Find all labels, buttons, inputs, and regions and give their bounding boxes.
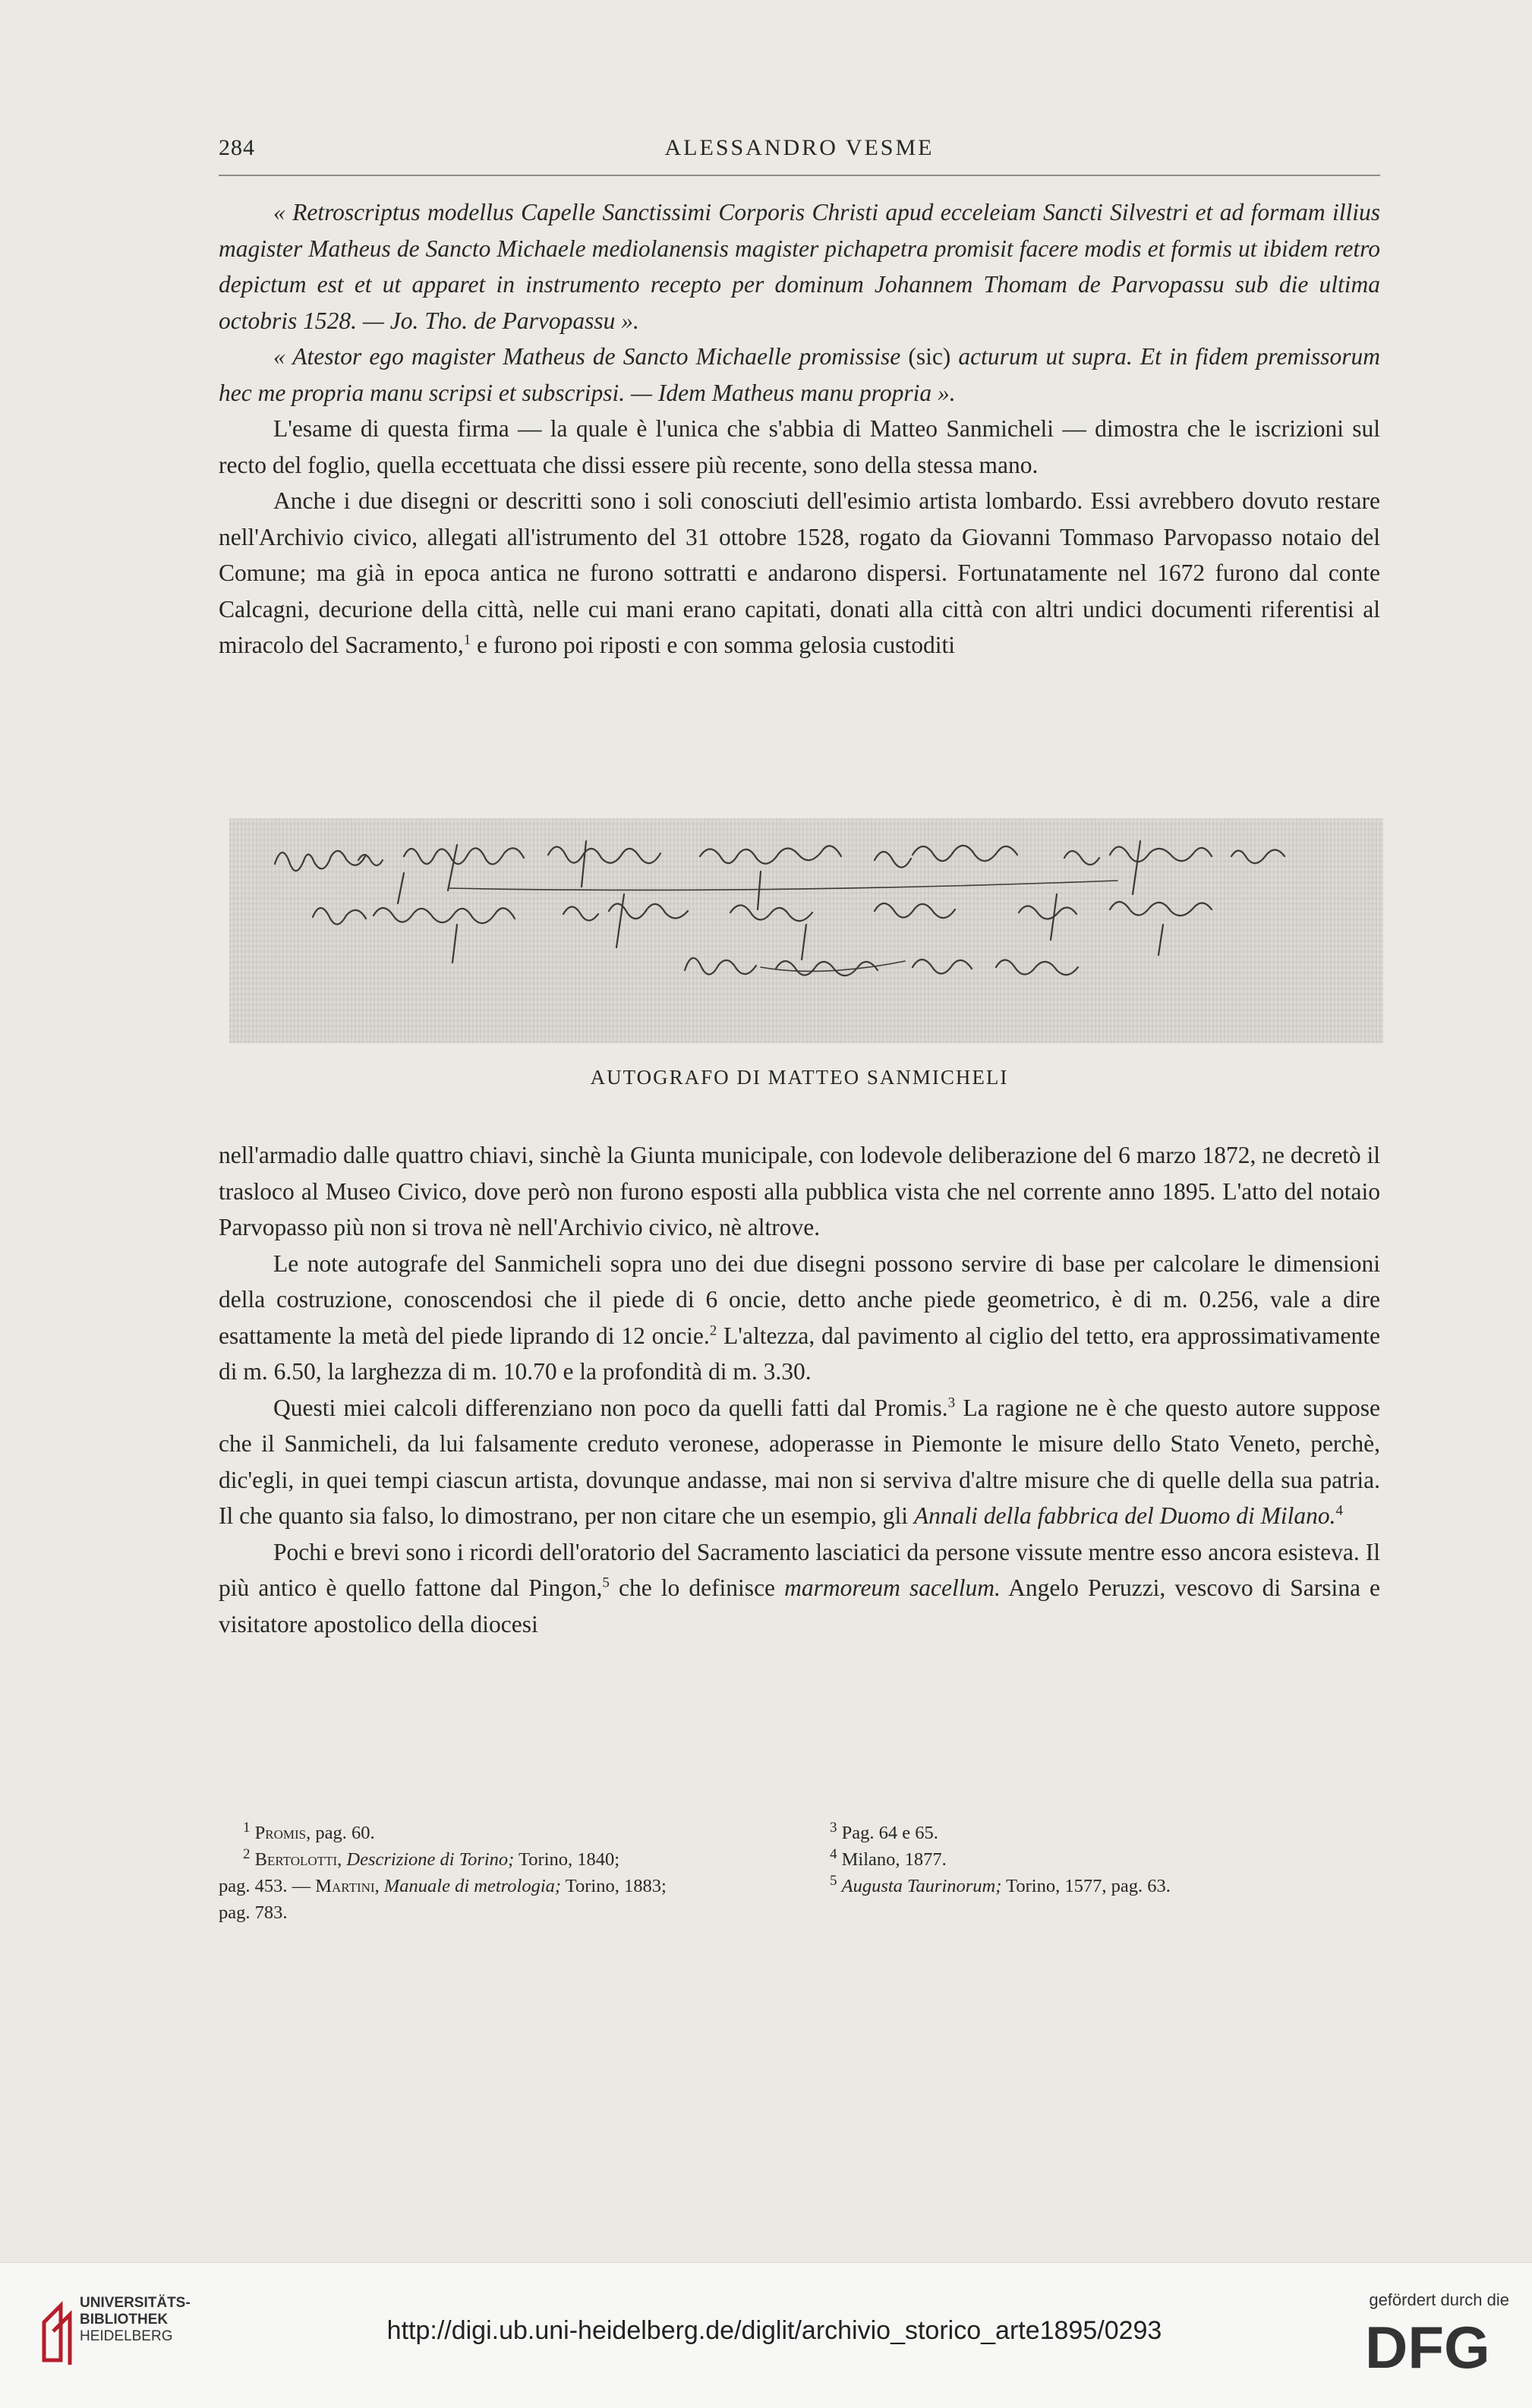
text-block-top [219, 194, 1380, 663]
footnote-number: 4 [830, 1845, 837, 1862]
page-header [219, 135, 1380, 172]
paragraph-oratory [219, 1534, 1380, 1643]
footnote-number: 5 [830, 1872, 837, 1889]
attestation-text-a: « Atestor ego magister Matheus de Sancto Michaelle promissise [273, 343, 909, 370]
page-number: 284 [219, 135, 255, 160]
footnote-text: Pag. 64 e 65. [841, 1823, 938, 1843]
footnote-text: , [374, 1876, 384, 1896]
paragraph-measurements [219, 1246, 1380, 1390]
footnote-number: 1 [243, 1819, 251, 1836]
latin-inscription-paragraph: « Retroscriptus modellus Capelle Sanctissimi Corporis Christi apud ecceleiam Sancti Silvestri et ad formam illius magister Matheus de Sancto Michaele mediolanensis magister pichapetra promisit facere modis et formis ut ibidem retro depictum est et ut apparet in instrumento recepto per dominum Johannem Thomam de Parvopassu sub die ultima octobris 1528. — Jo. Tho. de Parvopassu ». [219, 199, 1380, 334]
library-name-line: BIBLIOTHEK [80, 2312, 169, 2328]
paragraph-text: Le note autografe del Sanmicheli sopra uno dei due disegni possono servire di base per calcolare le dimensioni della costruzione, conoscendosi che il piede di 6 oncie, detto anche piede geometrico, è di m. 0.256, vale a dire esattamente la metà del piede liprando di 12 oncie. [219, 1250, 1380, 1349]
library-name-line: UNIVERSITÄTS- [80, 2295, 191, 2311]
footnote-3 [830, 1820, 1380, 1846]
latin-attestation-paragraph [219, 339, 1380, 411]
attestation-text-b: acturum ut supra. Et in fidem premissorum hec me propria manu scripsi et subscripsi. — Idem Matheus manu propria ». [219, 343, 1380, 406]
header-rule [219, 175, 1380, 176]
footnote-text: Torino, 1883; [561, 1876, 667, 1896]
paragraph-text: Questi miei calcoli differenziano non poco da quelli fatti dal Promis. [273, 1394, 948, 1421]
paragraph-text: Pochi e brevi sono i ricordi dell'oratorio del Sacramento lasciatici da persone vissute mentre esso ancora esisteva. Il più antico è quello fattone dal Pingon, [219, 1538, 1380, 1601]
figure-caption: AUTOGRAFO DI MATTEO SANMICHELI [590, 1066, 1009, 1089]
footnote-2-end: pag. 783. [219, 1902, 288, 1923]
permalink-url[interactable]: http://digi.ub.uni-heidelberg.de/diglit/archivio_storico_arte1895/0293 [386, 2316, 1162, 2345]
footnotes [219, 1820, 1380, 1956]
paragraph-text: La ragione ne è che questo autore suppose che il Sanmicheli, da lui falsamente creduto veronese, adoperasse in Piemonte le misure dello Stato Veneto, perchè, dic'egli, in quei tempi ciascun artista, dovunque andasse, mai non si serviva d'altre misure che di quelle della sua patria. Il che quanto sia falso, lo dimostrano, per non citare che un esempio, gli [219, 1394, 1381, 1529]
footnote-text: , pag. 60. [306, 1823, 375, 1843]
sponsor-text: gefördert durch die [1369, 2290, 1509, 2309]
handwriting-image [229, 818, 1383, 1043]
paragraph-text: e furono poi riposti e con somma gelosia custoditi [471, 632, 956, 658]
footnote-number: 2 [243, 1845, 251, 1862]
footnote-4 [830, 1846, 1380, 1873]
paragraph-continuation: nell'armadio dalle quattro chiavi, sinchè la Giunta municipale, con lodevole deliberazione del 6 marzo 1872, ne decretò il trasloco al Museo Civico, dove però non furono esposti alla pubblica vista che nel corrente anno 1895. L'atto del notaio Parvopasso più non si trova nè nell'Archivio civico, nè altrove. [219, 1142, 1380, 1240]
paragraph-signature-exam: L'esame di questa firma — la quale è l'unica che s'abbia di Matteo Sanmicheli — dimostra che le iscrizioni sul recto del foglio, quella eccettuata che dissi essere più recente, sono della stessa mano. [219, 415, 1380, 478]
footnote-ref-2[interactable]: 2 [709, 1322, 717, 1338]
footnote-ref-3[interactable]: 3 [947, 1395, 956, 1410]
dfg-logo-text: DFG [1365, 2315, 1490, 2375]
digitization-footer [0, 2262, 1532, 2408]
footnote-2-continued [219, 1873, 796, 1899]
paragraph-text: Anche i due disegni or descritti sono i soli conosciuti dell'esimio artista lombardo. Essi avrebbero dovuto restare nell'Archivio civico, allegati all'istrumento del 31 ottobre 1528, rogato da Giovanni Tommaso Parvopasso notaio del Comune; ma già in epoca antica ne furono sottratti e andarono dispersi. Fortunatamente nel 1672 furono dal conte Calcagni, decurione della città, nelle cui mani erano capitati, donati alla città con altri undici documenti riferentisi al miracolo del Sacramento, [219, 487, 1380, 658]
cited-title: Annali della fabbrica del Duomo di Milano. [913, 1502, 1336, 1529]
footnotes-right-column [830, 1820, 1380, 1899]
footnote-author: Martini [315, 1876, 375, 1896]
footnote-ref-1[interactable]: 1 [463, 632, 471, 648]
footnote-number: 3 [830, 1819, 837, 1836]
sic-mark: (sic) [908, 343, 951, 370]
paragraph-text: Angelo Peruzzi, vescovo di Sarsina e visitatore apostolico della diocesi [219, 1574, 1380, 1637]
footnote-ref-5[interactable]: 5 [602, 1574, 610, 1591]
footnote-text: Milano, 1877. [841, 1849, 947, 1870]
footnotes-left-column [219, 1820, 796, 1926]
footnote-2 [219, 1846, 796, 1873]
footnote-title: Descrizione di Torino; [346, 1849, 515, 1870]
library-name-line: HEIDELBERG [80, 2328, 173, 2344]
library-name[interactable] [80, 2295, 191, 2345]
footnote-title: Manuale di metrologia; [383, 1876, 562, 1896]
footnote-text: Torino, 1577, pag. 63. [1001, 1876, 1171, 1896]
autograph-image [229, 818, 1383, 1043]
footnote-text: Torino, 1840; [514, 1849, 620, 1870]
paragraph-drawings-history [219, 483, 1380, 663]
paragraph-text: L'altezza, dal pavimento al ciglio del tetto, era approssimativamente di m. 6.50, la larghezza di m. 10.70 e la profondità di m. 3.30. [219, 1322, 1380, 1385]
footnote-title: Augusta Taurinorum; [841, 1876, 1002, 1896]
text-block-bottom [219, 1137, 1380, 1642]
paragraph-promis [219, 1390, 1380, 1534]
footnote-text: pag. 453. — [219, 1876, 316, 1896]
footnote-text: , [337, 1849, 347, 1870]
running-head: ALESSANDRO VESME [664, 135, 935, 160]
footnote-ref-4[interactable]: 4 [1335, 1502, 1343, 1519]
footnote-author: Bertolotti [254, 1849, 338, 1870]
dfg-logo-icon[interactable] [1365, 2315, 1509, 2375]
paragraph-text: che lo definisce [609, 1574, 785, 1601]
footnote-5 [830, 1873, 1380, 1899]
footnote-author: Promis [254, 1823, 307, 1843]
latin-quote: marmoreum sacellum. [784, 1574, 1001, 1601]
footnote-1 [219, 1820, 796, 1846]
